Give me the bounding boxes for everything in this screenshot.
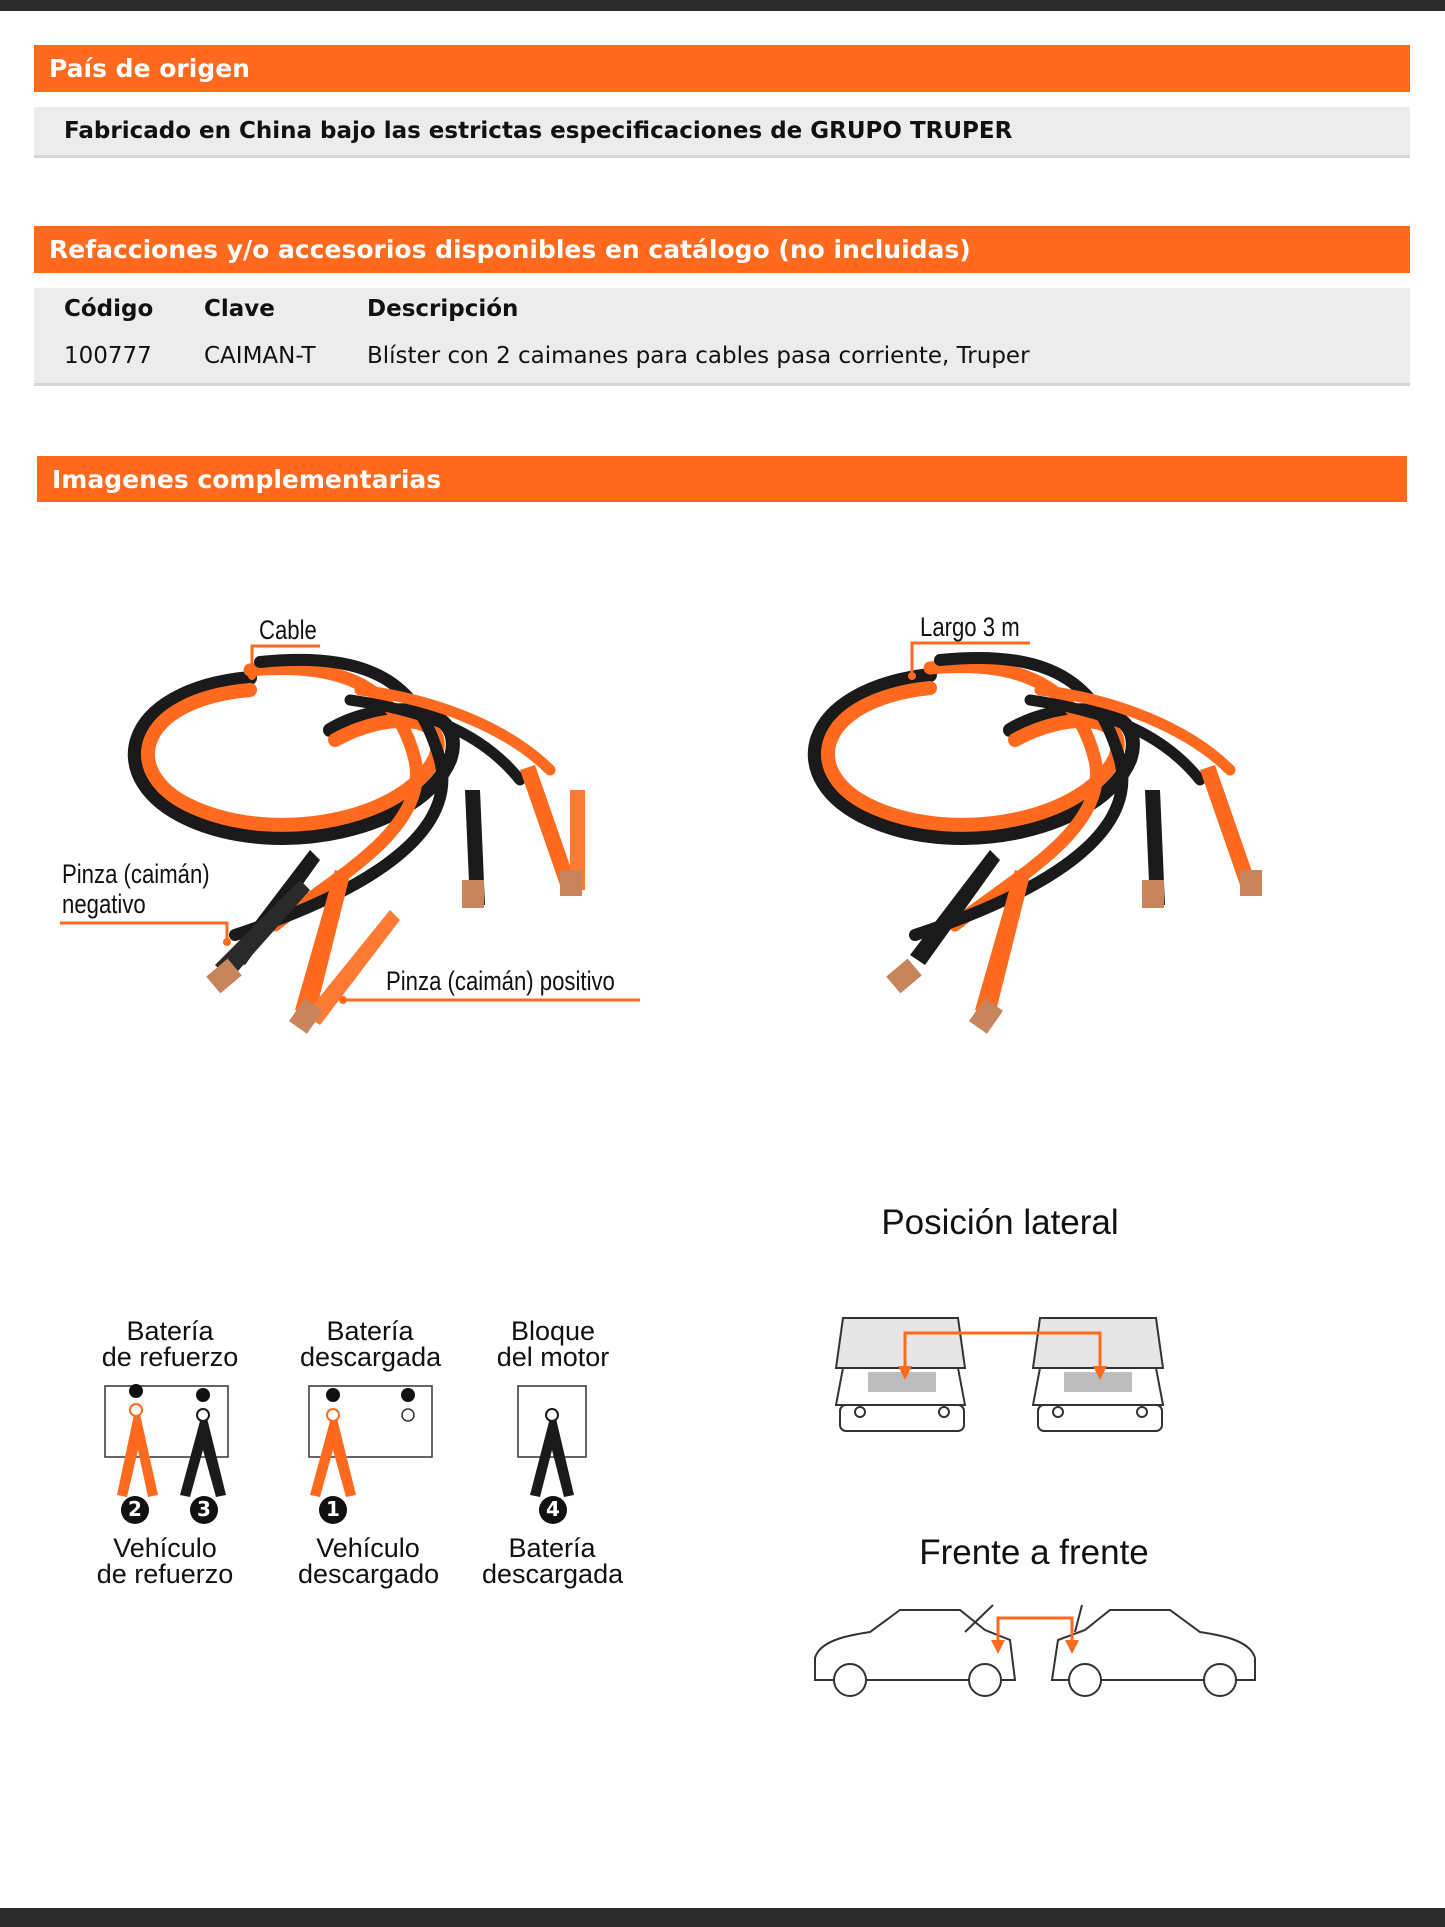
terminal-open xyxy=(402,1409,414,1421)
step-engine-top xyxy=(483,1318,623,1370)
minus-icon xyxy=(196,1388,210,1402)
table-cell-clave: CAIMAN-T xyxy=(204,343,316,369)
callout-length-dot xyxy=(908,672,916,680)
clamp-positive-right xyxy=(520,765,585,896)
table-cell-codigo: 100777 xyxy=(64,343,152,369)
step-number-3: 3 xyxy=(197,1497,211,1521)
callout-positive-dot xyxy=(339,996,347,1004)
callout-negative-dot xyxy=(223,938,231,946)
step-booster-top-1: Batería xyxy=(126,1316,214,1346)
step-booster-top-2: de refuerzo xyxy=(101,1342,239,1372)
arrow-front xyxy=(998,1618,1072,1645)
step-number-1: 1 xyxy=(326,1497,340,1521)
step-number-2: 2 xyxy=(128,1497,142,1521)
plus-icon xyxy=(129,1384,143,1398)
column-header-clave: Clave xyxy=(204,296,275,322)
column-header-descripcion: Descripción xyxy=(367,296,519,322)
step-engine-bottom xyxy=(482,1535,622,1587)
clamp-positive-right-2 xyxy=(1200,765,1262,896)
label-negative-line1: Pinza (caimán) xyxy=(62,859,210,889)
clamp-orange-2 xyxy=(117,1404,158,1497)
step-number-4: 4 xyxy=(546,1497,560,1521)
label-negative-line2: negativo xyxy=(62,889,146,919)
clamp-negative-right xyxy=(462,790,485,908)
minus-icon xyxy=(401,1388,415,1402)
clamp-black-4 xyxy=(530,1409,574,1497)
table-cell-descripcion: Blíster con 2 caimanes para cables pasa corriente, Truper xyxy=(367,343,1030,369)
label-length: Largo 3 m xyxy=(920,612,1020,642)
step-booster-bottom xyxy=(95,1535,235,1587)
step-discharged-top xyxy=(300,1318,440,1370)
accessories-header-text: Refacciones y/o accesorios disponibles en catálogo (no incluidas) xyxy=(49,235,971,264)
clamp-orange-1 xyxy=(310,1409,356,1497)
step-engine-bottom-1: Batería xyxy=(508,1533,596,1563)
step-discharged-top-1: Batería xyxy=(326,1316,414,1346)
title-lateral-position: Posición lateral xyxy=(881,1203,1119,1242)
step-engine-top-2: del motor xyxy=(496,1342,610,1372)
step-booster-bottom-1: Vehículo xyxy=(113,1533,217,1563)
car-side-left xyxy=(815,1605,1015,1696)
bottom-bar xyxy=(0,1908,1445,1927)
callout-cable-dot xyxy=(248,672,256,680)
clamp-black-3 xyxy=(180,1409,226,1497)
car-front-left xyxy=(836,1318,965,1431)
origin-text: Fabricado en China bajo las estrictas especificaciones de GRUPO TRUPER xyxy=(64,118,1013,144)
images-header-text: Imagenes complementarias xyxy=(52,464,442,494)
column-header-codigo: Código xyxy=(64,296,154,322)
step-discharged-bottom-2: descargado xyxy=(298,1559,440,1589)
callout-negative-line xyxy=(60,923,227,940)
label-positive: Pinza (caimán) positivo xyxy=(386,966,615,996)
car-side-right xyxy=(1052,1605,1255,1696)
step-booster-top xyxy=(100,1318,240,1370)
origin-header-text: País de origen xyxy=(49,54,250,83)
step-engine-top-1: Bloque xyxy=(510,1316,596,1346)
step-discharged-bottom xyxy=(298,1535,438,1587)
label-cable: Cable xyxy=(259,615,317,645)
step-booster-bottom-2: de refuerzo xyxy=(96,1559,234,1589)
clamp-negative-right-2 xyxy=(1142,790,1165,908)
step-discharged-bottom-1: Vehículo xyxy=(316,1533,420,1563)
plus-icon xyxy=(326,1388,340,1402)
step-discharged-top-2: descargada xyxy=(300,1342,442,1372)
clamp-negative-left-2 xyxy=(886,850,1000,993)
title-front-position: Frente a frente xyxy=(919,1533,1149,1572)
step-engine-bottom-2: descargada xyxy=(482,1559,624,1589)
